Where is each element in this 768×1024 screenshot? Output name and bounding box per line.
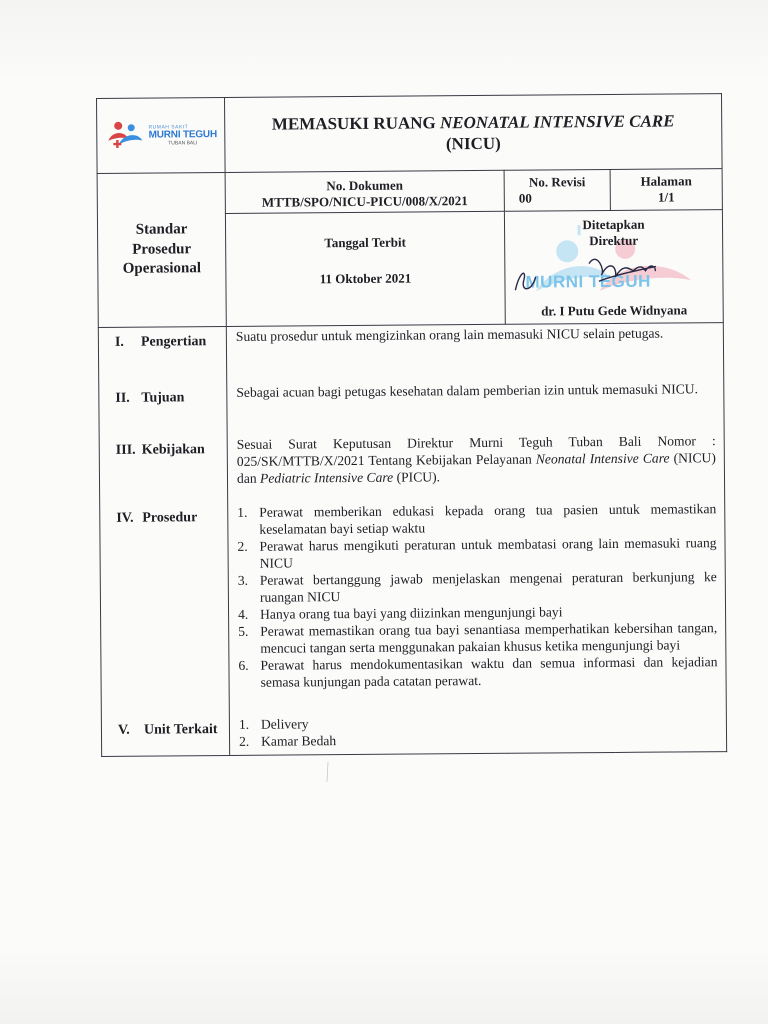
kebijakan-text-1: Sesuai Surat Keputusan Direktur Murni Teguh Tuban Bali Nomor : 025/SK/MTTB/X/2021 Tentang Kebijakan Pelayanan bbox=[236, 433, 716, 469]
unit-item bbox=[239, 730, 718, 751]
text-label-pengertian: Pengertian bbox=[140, 334, 207, 350]
issue-date-value: 11 Oktober 2021 bbox=[319, 270, 412, 287]
approval-label-1: Ditetapkan bbox=[582, 216, 645, 233]
unit-text: Delivery bbox=[260, 716, 309, 732]
procedure-step bbox=[238, 569, 717, 607]
step-number: 6. bbox=[238, 657, 249, 673]
unit-text: Kamar Bedah bbox=[260, 733, 337, 749]
title-part2: (NICU) bbox=[445, 133, 501, 154]
label-tujuan bbox=[99, 389, 226, 442]
revision-value: 00 bbox=[518, 190, 532, 206]
text-label-kebijakan: Kebijakan bbox=[141, 442, 205, 458]
text-label-prosedur: Prosedur bbox=[142, 510, 198, 526]
section-row bbox=[98, 323, 726, 757]
step-text: Hanya orang tua bayi yang diizinkan mengunjungi bayi bbox=[259, 604, 563, 622]
procedure-list bbox=[237, 501, 717, 692]
text-label-unit-terkait: Unit Terkait bbox=[143, 722, 218, 738]
title-italic: NEONATAL INTENSIVE CARE bbox=[439, 111, 675, 133]
step-text: Perawat memastikan orang tua bayi senantiasa memperhatikan kebersihan tangan, mencuci tangan serta menggunakan pakaian khusus ketika mengunjungi bayi bbox=[260, 620, 718, 656]
revision-cell bbox=[504, 169, 610, 211]
signer-name: dr. I Putu Gede Widnyana bbox=[541, 302, 688, 319]
step-text: Perawat memberikan edukasi kepada orang tua pasien untuk memastikan keselamatan bayi setiap waktu bbox=[259, 501, 717, 537]
scan-speck bbox=[326, 762, 330, 782]
step-number: 3. bbox=[237, 572, 249, 588]
step-text: Perawat harus mengikuti peraturan untuk membatasi orang lain memasuki ruang NICU bbox=[259, 535, 717, 571]
kebijakan-italic-1: Neonatal Intensive Care bbox=[535, 450, 670, 467]
hospital-logo bbox=[104, 118, 217, 153]
content-kebijakan bbox=[237, 431, 717, 503]
doc-number-cell bbox=[225, 170, 504, 213]
step-number: 1. bbox=[237, 504, 248, 520]
step-text: Perawat harus mendokumentasikan waktu dan semua informasi dan kejadian semasa kunjungan pada catatan perawat. bbox=[260, 653, 718, 690]
sop-label-line-1: Standar bbox=[135, 221, 188, 238]
approval-label-2: Direktur bbox=[589, 232, 639, 249]
step-number: 5. bbox=[238, 623, 249, 639]
revision-label: No. Revisi bbox=[528, 174, 586, 190]
page-label: Halaman bbox=[640, 173, 692, 189]
issue-date-cell bbox=[225, 211, 505, 326]
step-number: 4. bbox=[238, 606, 249, 622]
step-text: Perawat bertanggung jawab menjelaskan mengenai peraturan berkunjung ke ruangan NICU bbox=[259, 569, 717, 605]
content-unit-terkait bbox=[239, 711, 718, 755]
kebijakan-text-2: (NICU) dan bbox=[236, 450, 716, 486]
unit-number: 2. bbox=[238, 733, 250, 749]
content-prosedur bbox=[237, 499, 718, 715]
stamp-text: MURNI TEGUH bbox=[525, 271, 651, 292]
num-kebijakan: III. bbox=[115, 442, 136, 458]
sop-document bbox=[96, 93, 726, 757]
page-value: 1/1 bbox=[657, 189, 675, 205]
section-labels bbox=[98, 326, 229, 756]
logo-hospital-small: RUMAH SAKIT bbox=[148, 124, 189, 131]
logo-cell bbox=[97, 97, 226, 173]
section-contents bbox=[226, 323, 726, 756]
doc-info-row bbox=[97, 169, 722, 215]
sop-label-line-3: Operasional bbox=[122, 260, 202, 278]
num-unit-terkait: V. bbox=[117, 722, 130, 738]
document-title bbox=[224, 94, 722, 173]
unit-list bbox=[239, 713, 718, 751]
logo-location: TUBAN BALI bbox=[168, 139, 198, 147]
content-tujuan: Sebagai acuan bagi petugas kesehatan dalam pemberian izin untuk memasuki NICU. bbox=[236, 381, 699, 400]
label-pengertian bbox=[99, 327, 226, 390]
num-pengertian: I. bbox=[114, 334, 124, 350]
doc-number-value: MTTB/SPO/NICU-PICU/008/X/2021 bbox=[261, 193, 468, 210]
doc-number-label: No. Dokumen bbox=[326, 177, 404, 194]
label-kebijakan bbox=[100, 441, 228, 510]
text-label-tujuan: Tujuan bbox=[141, 390, 185, 406]
kebijakan-italic-2: Pediatric Intensive Care bbox=[259, 469, 394, 486]
step-number: 2. bbox=[237, 538, 248, 554]
approval-cell bbox=[504, 210, 723, 325]
procedure-step bbox=[238, 620, 717, 658]
num-prosedur: IV. bbox=[116, 510, 134, 526]
issue-date-label: Tanggal Terbit bbox=[324, 234, 406, 251]
procedure-step bbox=[237, 501, 716, 539]
hospital-logo-icon bbox=[104, 119, 144, 153]
num-tujuan: II. bbox=[115, 390, 130, 406]
logo-hospital-name: MURNI TEGUH bbox=[148, 128, 218, 141]
procedure-step bbox=[237, 535, 716, 573]
label-unit-terkait bbox=[102, 721, 229, 745]
sop-table bbox=[96, 93, 727, 757]
title-part1: MEMASUKI RUANG bbox=[271, 113, 441, 134]
header-row bbox=[97, 94, 723, 174]
label-prosedur bbox=[100, 509, 229, 722]
content-pengertian: Suatu prosedur untuk mengizinkan orang lain memasuki NICU selain petugas. bbox=[235, 325, 664, 344]
sop-label-line-2: Prosedur bbox=[132, 241, 192, 258]
page-cell bbox=[610, 169, 722, 211]
kebijakan-text-3: (PICU). bbox=[393, 469, 441, 485]
procedure-step bbox=[238, 654, 717, 692]
sop-label bbox=[97, 172, 226, 327]
unit-number: 1. bbox=[238, 716, 250, 732]
